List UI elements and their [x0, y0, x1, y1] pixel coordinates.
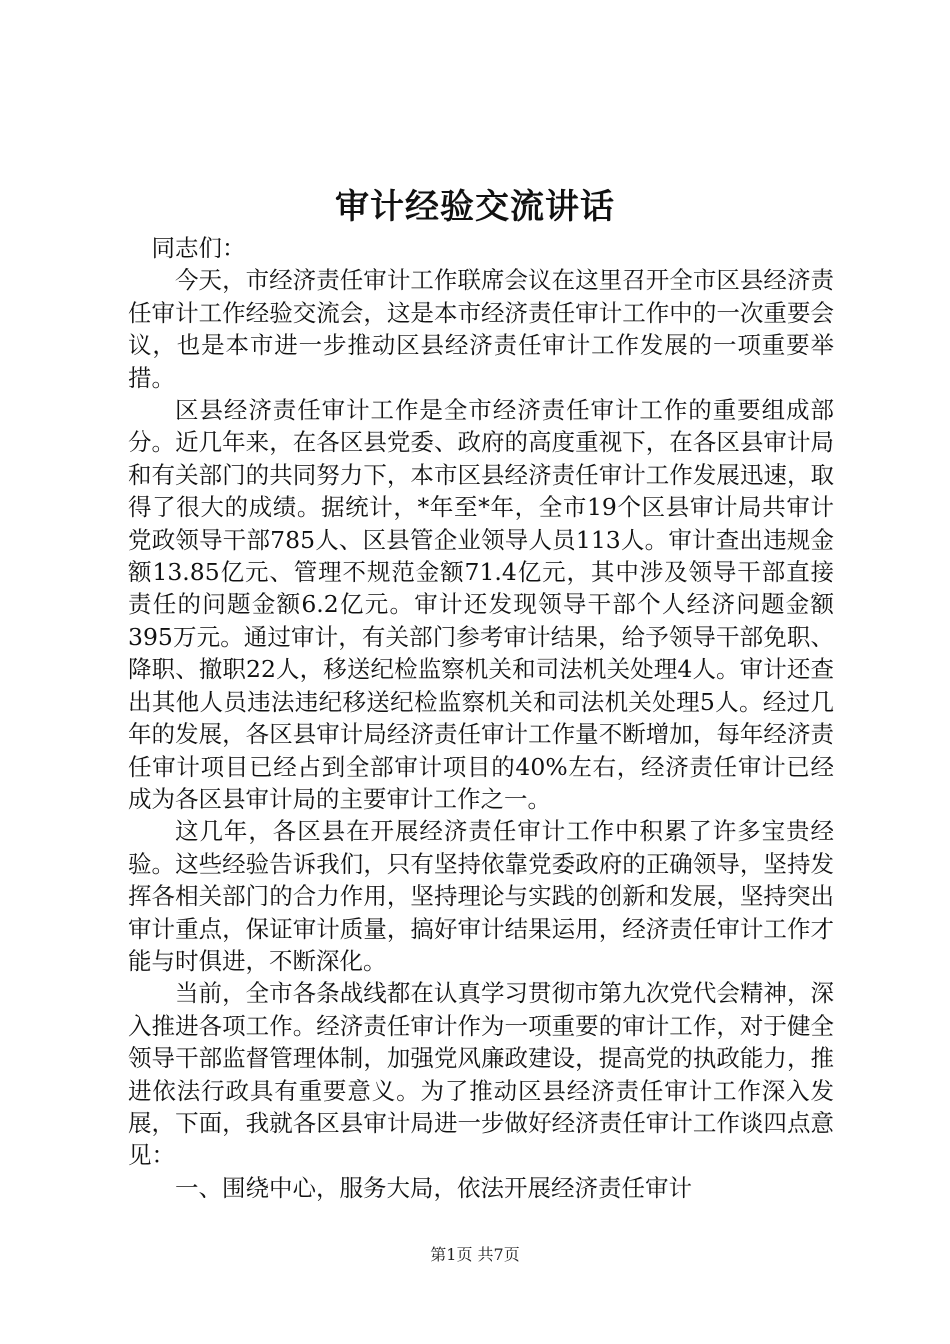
salutation: 同志们： [151, 234, 246, 262]
document-title: 审计经验交流讲话 [335, 187, 615, 227]
page-number-footer: 第1页 共7页 [430, 1245, 520, 1264]
paragraph-1: 今天，市经济责任审计工作联席会议在这里召开全市区县经济责任审计工作经验交流会，这是本市经济责任审计工作中的一次重要会议，也是本市进一步推动区县经济责任审计工作发展的一项重要举措。 [128, 266, 834, 392]
section-heading-1: 一、围绕中心，服务大局，依法开展经济责任审计 [175, 1173, 692, 1202]
document-body [128, 232, 834, 1204]
paragraph-2: 区县经济责任审计工作是全市经济责任审计工作的重要组成部分。近几年来，在各区县党委、政府的高度重视下，在各区县审计局和有关部门的共同努力下，本市区县经济责任审计工作发展迅速，取得了很大的成绩。据统计，*年至*年，全市19个区县审计局共审计党政领导干部785人、区县管企业领导人员113人。审计查出违规金额13.85亿元、管理不规范金额71.4亿元，其中涉及领导干部直接责任的问题金额6.2亿元。审计还发现领导干部个人经济问题金额395万元。通过审计，有关部门参考审计结果，给予领导干部免职、降职、撤职22人，移送纪检监察机关和司法机关处理4人。审计还查出其他人员违法违纪移送纪检监察机关和司法机关处理5人。经过几年的发展，各区县审计局经济责任审计工作量不断增加，每年经济责任审计项目已经占到全部审计项目的40%左右，经济责任审计已经成为各区县审计局的主要审计工作之一。 [128, 396, 834, 813]
paragraph-3: 这几年，各区县在开展经济责任审计工作中积累了许多宝贵经验。这些经验告诉我们，只有坚持依靠党委政府的正确领导，坚持发挥各相关部门的合力作用，坚持理论与实践的创新和发展，坚持突出审计重点，保证审计质量，搞好审计结果运用，经济责任审计工作才能与时俱进，不断深化。 [128, 817, 834, 975]
paragraph-4: 当前，全市各条战线都在认真学习贯彻市第九次党代会精神，深入推进各项工作。经济责任审计作为一项重要的审计工作，对于健全领导干部监督管理体制，加强党风廉政建设，提高党的执政能力，推进依法行政具有重要意义。为了推动区县经济责任审计工作深入发展，下面，我就各区县审计局进一步做好经济责任审计工作谈四点意见： [128, 979, 834, 1170]
